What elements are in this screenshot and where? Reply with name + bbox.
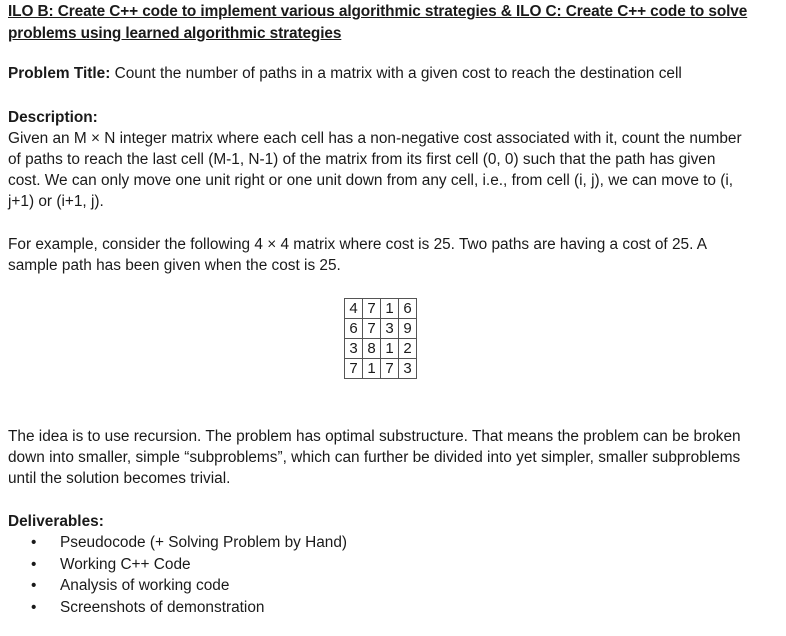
deliverables-heading: Deliverables: bbox=[8, 513, 104, 530]
description-line: Given an M × N integer matrix where each cell has a non-negative cost associated with it, count the number bbox=[8, 130, 742, 147]
list-item bbox=[8, 575, 347, 597]
description-heading: Description: bbox=[8, 109, 98, 126]
matrix-cell: 3 bbox=[345, 339, 363, 359]
matrix-cell: 7 bbox=[363, 319, 381, 339]
cost-matrix-table bbox=[344, 298, 417, 379]
matrix-cell: 1 bbox=[363, 359, 381, 379]
idea-text bbox=[8, 426, 784, 489]
matrix-cell: 2 bbox=[399, 339, 417, 359]
problem-title bbox=[8, 63, 682, 84]
deliverable-text: Working C++ Code bbox=[60, 555, 191, 573]
bullet-icon: • bbox=[31, 598, 37, 616]
example-line: For example, consider the following 4 × 4 matrix where cost is 25. Two paths are having a cost of 25. A bbox=[8, 236, 708, 253]
idea-line: The idea is to use recursion. The problem has optimal substructure. That means the problem can be broken bbox=[8, 428, 741, 445]
matrix-cell: 4 bbox=[345, 299, 363, 319]
matrix-row bbox=[345, 319, 417, 339]
example-line: sample path has been given when the cost is 25. bbox=[8, 257, 341, 274]
list-item bbox=[8, 554, 347, 576]
problem-title-text: Count the number of paths in a matrix with a given cost to reach the destination cell bbox=[110, 65, 682, 82]
idea-line: until the solution becomes trivial. bbox=[8, 470, 231, 487]
matrix-cell: 3 bbox=[381, 319, 399, 339]
ilo-heading-line-2: problems using learned algorithmic strategies bbox=[8, 25, 342, 42]
matrix-cell: 1 bbox=[381, 339, 399, 359]
ilo-heading-line-1: ILO B: Create C++ code to implement various algorithmic strategies & ILO C: Create C++ code to solve bbox=[8, 3, 748, 20]
matrix-cell: 9 bbox=[399, 319, 417, 339]
bullet-icon: • bbox=[31, 577, 37, 594]
matrix-cell: 6 bbox=[399, 299, 417, 319]
example-text bbox=[8, 234, 778, 276]
bullet-icon: • bbox=[31, 555, 37, 573]
matrix-cell: 1 bbox=[381, 299, 399, 319]
bullet-icon: • bbox=[31, 534, 37, 551]
deliverable-text: Screenshots of demonstration bbox=[60, 598, 265, 616]
ilo-heading bbox=[8, 0, 780, 44]
problem-title-label: Problem Title: bbox=[8, 65, 111, 82]
description-line: j+1) or (i+1, j). bbox=[8, 193, 104, 210]
matrix-row bbox=[345, 359, 417, 379]
document-page bbox=[8, 0, 780, 616]
list-item bbox=[8, 532, 347, 554]
matrix-cell: 6 bbox=[345, 319, 363, 339]
matrix-cell: 7 bbox=[345, 359, 363, 379]
description-line: cost. We can only move one unit right or one unit down from any cell, i.e., from cell (i, j), we can move to (i, bbox=[8, 172, 734, 189]
idea-line: down into smaller, simple “subproblems”, which can further be divided into yet simpler, smaller subproblems bbox=[8, 449, 741, 466]
deliverable-text: Pseudocode (+ Solving Problem by Hand) bbox=[60, 534, 348, 551]
cost-matrix bbox=[344, 298, 417, 379]
matrix-cell: 7 bbox=[363, 299, 381, 319]
list-item bbox=[8, 597, 347, 619]
matrix-cell: 8 bbox=[363, 339, 381, 359]
deliverable-text: Analysis of working code bbox=[60, 577, 230, 594]
description-text bbox=[8, 128, 778, 212]
deliverables-list bbox=[8, 532, 347, 618]
matrix-cell: 3 bbox=[399, 359, 417, 379]
matrix-row bbox=[345, 299, 417, 319]
description-line: of paths to reach the last cell (M-1, N-1) of the matrix from its first cell (0, 0) such that the path has given bbox=[8, 151, 716, 168]
matrix-row bbox=[345, 339, 417, 359]
matrix-cell: 7 bbox=[381, 359, 399, 379]
